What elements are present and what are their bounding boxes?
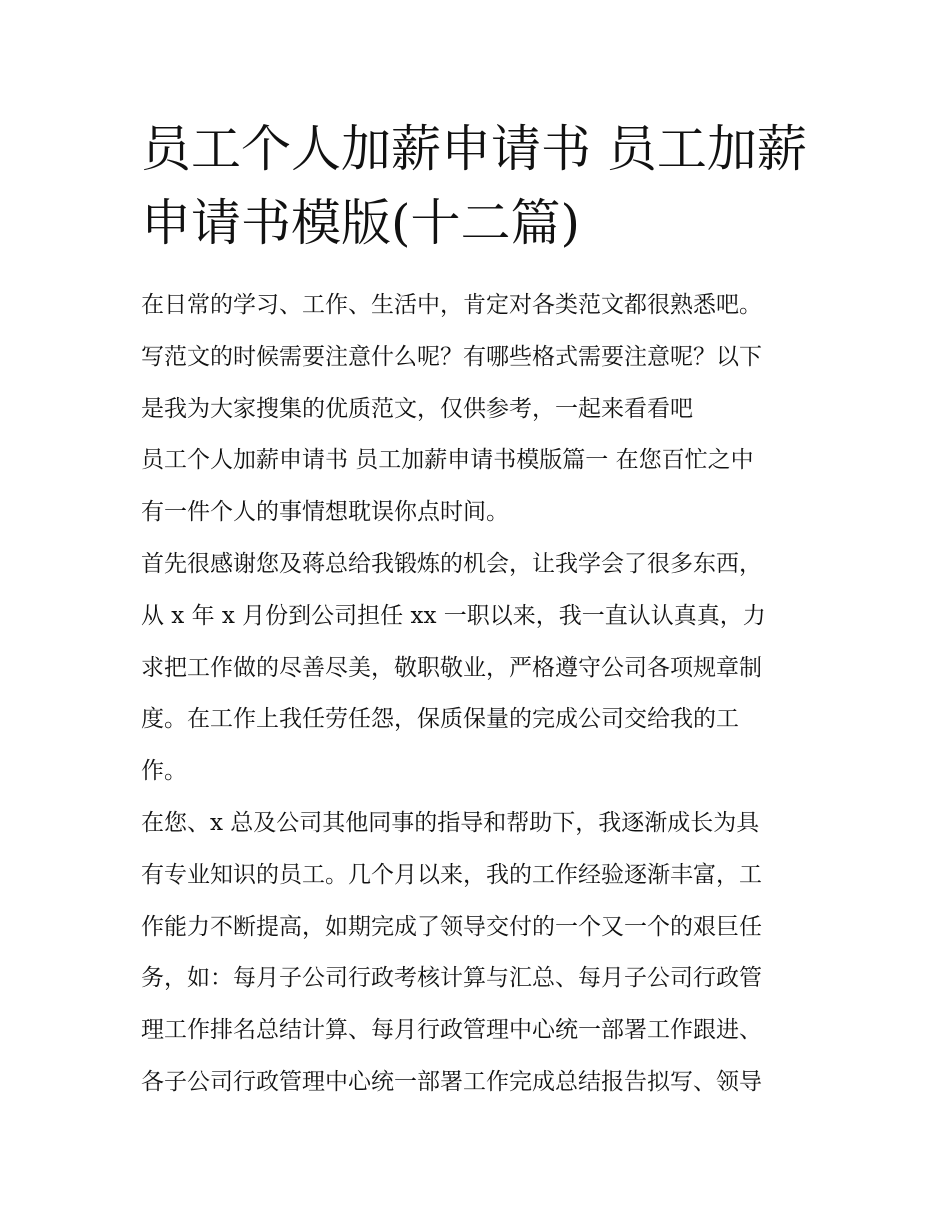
body-line: 员工个人加薪申请书 员工加薪申请书模版篇一 在您百忙之中 (141, 447, 754, 474)
body-line: 有专业知识的员工。几个月以来，我的工作经验逐渐丰富，工 (141, 861, 762, 888)
body-line: 从 x 年 x 月份到公司担任 xx 一职以来，我一直认认真真，力 (141, 602, 766, 629)
document-body (141, 280, 821, 1109)
body-line: 写范文的时候需要注意什么呢？有哪些格式需要注意呢？以下 (141, 343, 762, 370)
body-line: 在日常的学习、工作、生活中，肯定对各类范文都很熟悉吧。 (141, 292, 762, 318)
body-line: 理工作排名总结计算、每月行政管理中心统一部署工作跟进、 (141, 1017, 762, 1044)
body-line: 作能力不断提高，如期完成了领导交付的一个又一个的艰巨任 (141, 913, 762, 940)
title-line: 员工个人加薪申请书 员工加薪 (141, 120, 807, 178)
body-line: 在您、x 总及公司其他同事的指导和帮助下，我逐渐成长为具 (141, 809, 760, 836)
body-line: 作。 (141, 758, 187, 785)
body-line: 务，如：每月子公司行政考核计算与汇总、每月子公司行政管 (141, 965, 762, 992)
body-line: 各子公司行政管理中心统一部署工作完成总结报告拟写、领导 (141, 1068, 762, 1095)
body-line: 求把工作做的尽善尽美，敬职敬业，严格遵守公司各项规章制 (141, 654, 762, 681)
title-line: 申请书模版(十二篇) (141, 194, 581, 252)
body-line: 是我为大家搜集的优质范文，仅供参考，一起来看看吧 (141, 395, 693, 422)
document-title (141, 112, 821, 260)
body-line: 有一件个人的事情想耽误你点时间。 (141, 499, 509, 526)
body-line: 度。在工作上我任劳任怨，保质保量的完成公司交给我的工 (141, 706, 739, 733)
body-line: 首先很感谢您及蒋总给我锻炼的机会，让我学会了很多东西， (141, 550, 762, 577)
